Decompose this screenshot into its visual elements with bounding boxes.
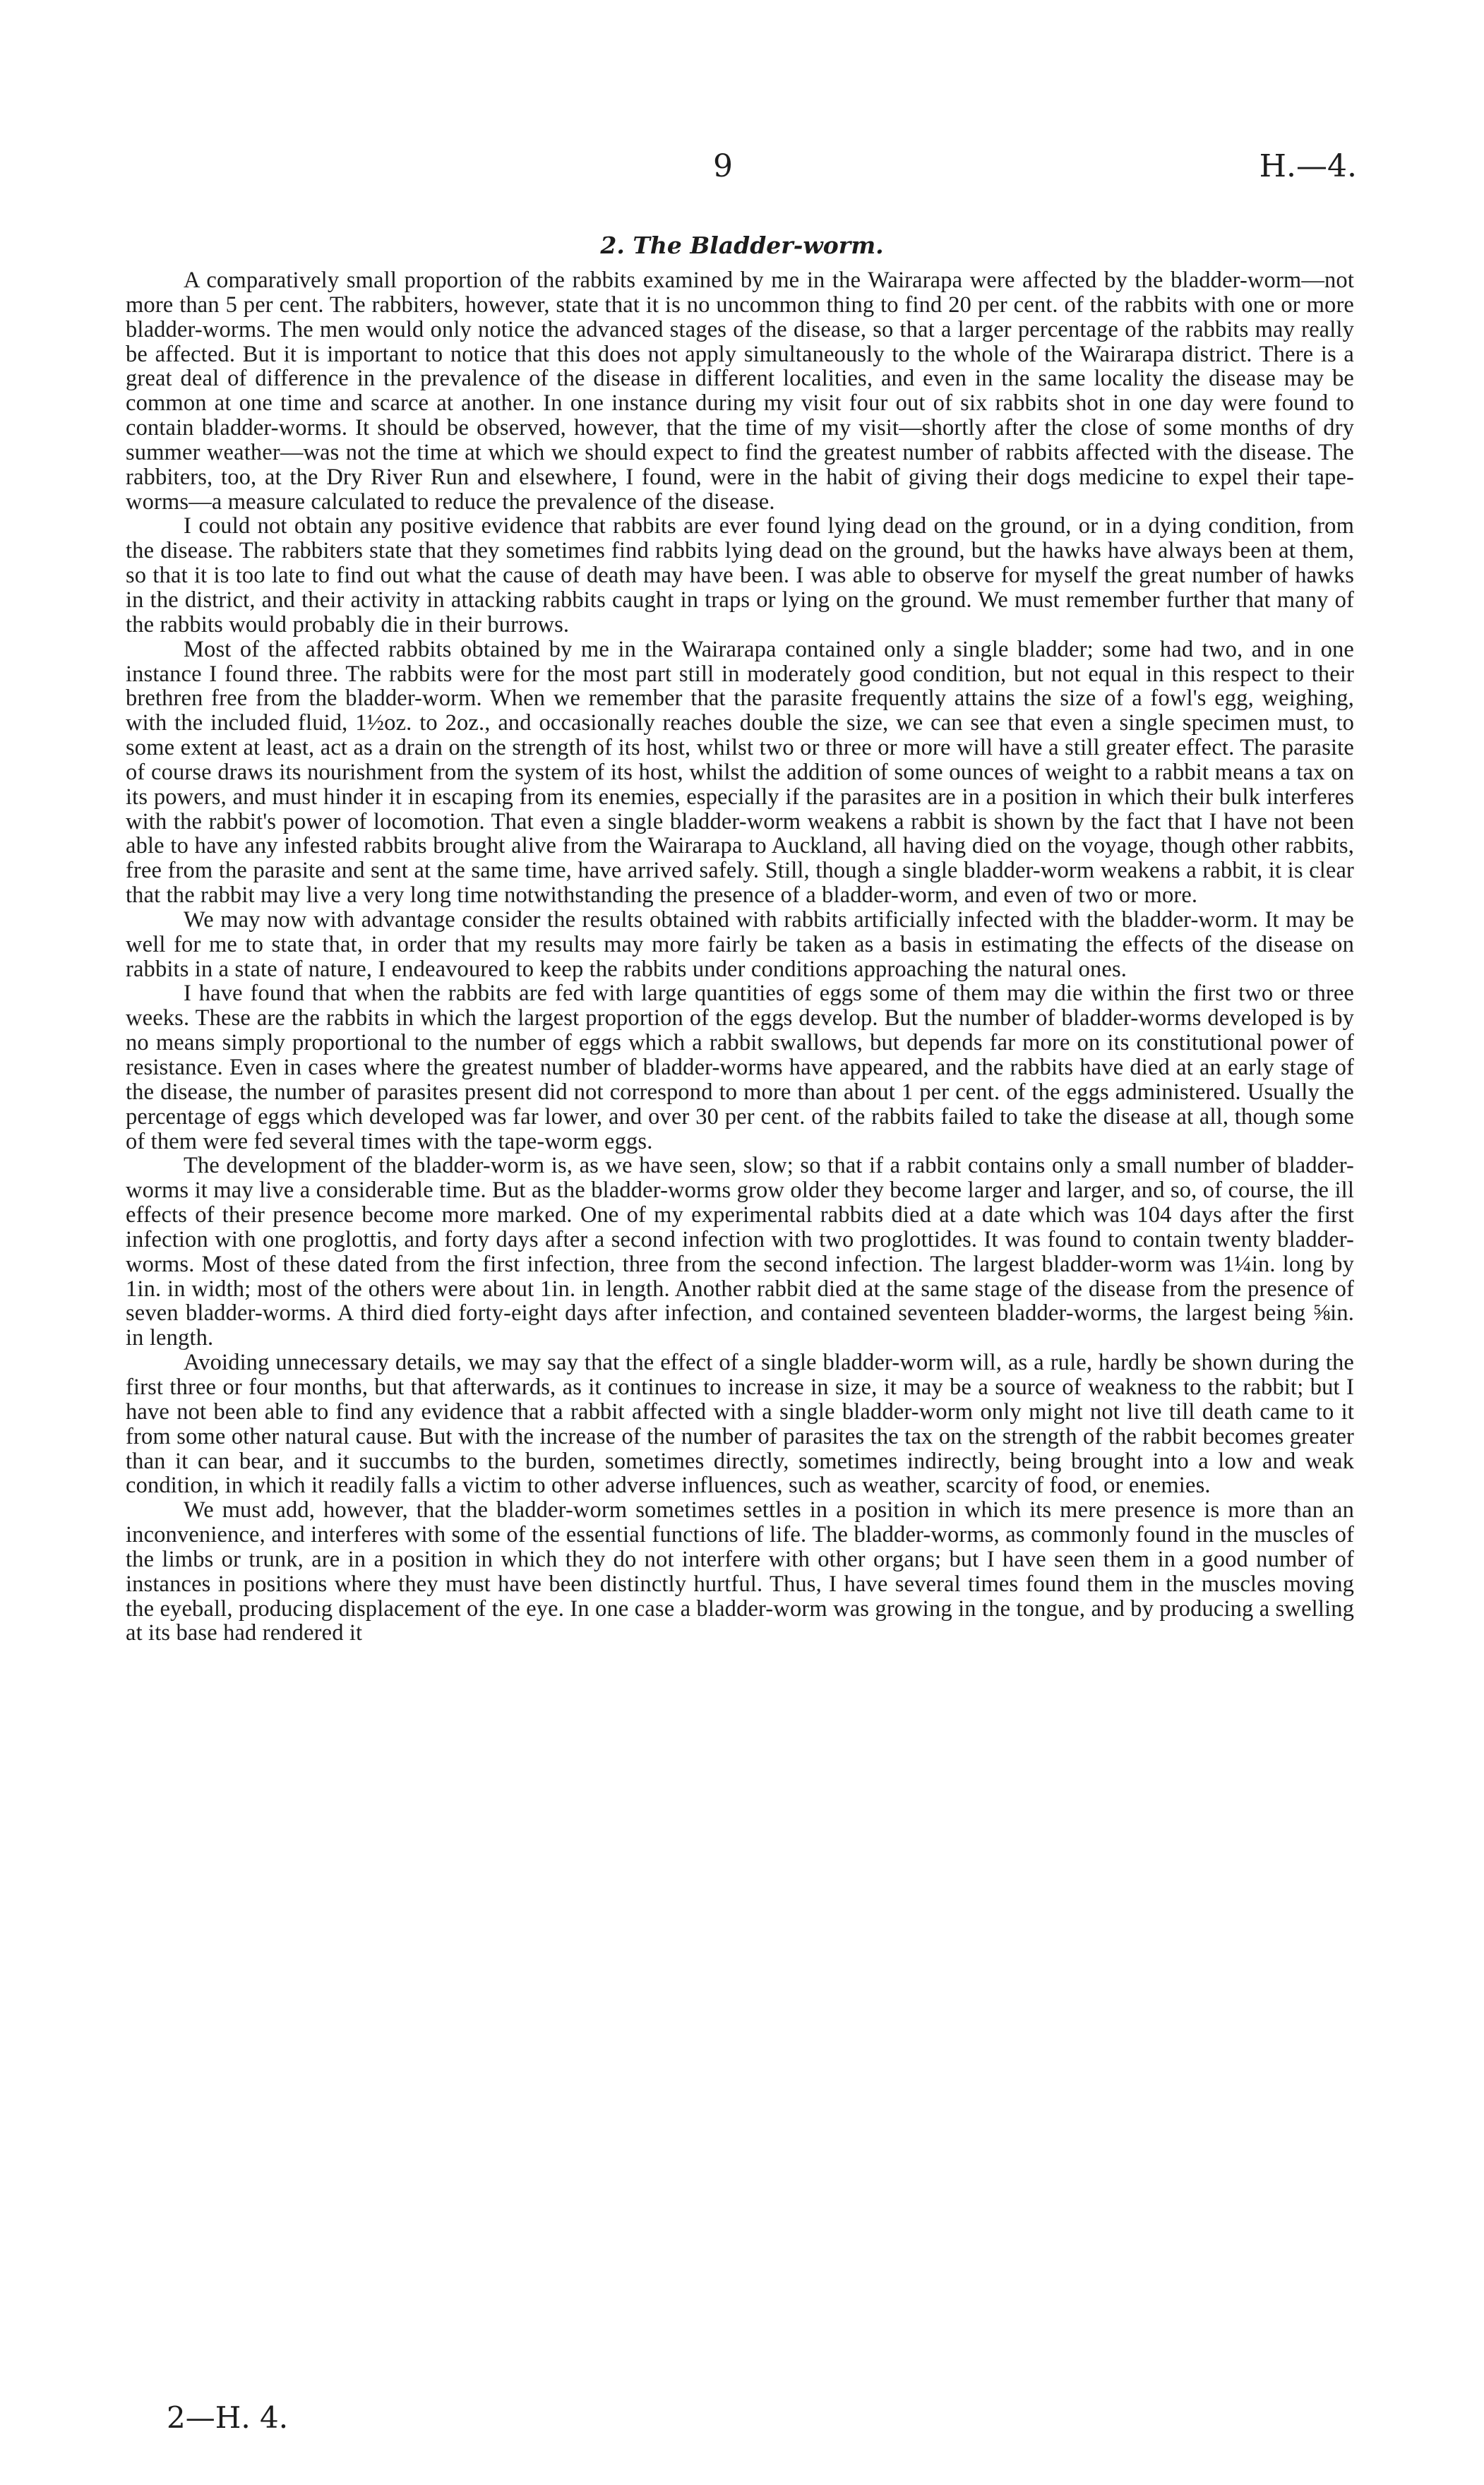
paragraph-1: A comparatively small proportion of the rabbits examined by me in the Wairarapa were affected by the bladder-worm—not more than 5 per cent. The rabbiters, however, state that it is no uncommon thing to find 20 per cent. of the rabbits with one or more bladder-worms. The men would only notice the advanced stages of the disease, so that a larger percentage of the rabbits may really be affected. But it is important to notice that this does not apply simultaneously to the whole of the Wairarapa district. There is a great deal of difference in the prevalence of the disease in different localities, and even in the same locality the disease may be common at one time and scarce at another. In one instance during my visit four out of six rabbits shot in one day were found to contain bladder-worms. It should be observed, however, that the time of my visit—shortly after the close of some months of dry summer weather—was not the time at which we should expect to find the greatest number of rabbits affected with the disease. The rabbiters, too, at the Dry River Run and elsewhere, I found, were in the habit of giving their dogs medicine to expel their tape-worms—a measure calculated to reduce the prevalence of the disease. [126,268,1354,515]
paragraph-2: I could not obtain any positive evidence that rabbits are ever found lying dead on the ground, or in a dying condition, from the disease. The rabbiters state that they sometimes find rabbits lying dead on the ground, but the hawks have always been at them, so that it is too late to find out what the cause of death may have been. I was able to observe for myself the great number of hawks in the district, and their activity in attacking rabbits caught in traps or lying on the ground. We must remember further that many of the rabbits would probably die in their burrows. [126,513,1354,637]
paragraph-5: I have found that when the rabbits are fed with large quantities of eggs some of them may die within the first two or three weeks. These are the rabbits in which the largest proportion of the eggs develop. But the number of bladder-worms developed is by no means simply proportional to the number of eggs which a rabbit swallows, but depends far more on its constitutional power of resistance. Even in cases where the greatest number of bladder-worms have appeared, and the rabbits have died at an early stage of the disease, the number of parasites present did not correspond to more than about 1 per cent. of the eggs administered. Usually the percentage of eggs which developed was far lower, and over 30 per cent. of the rabbits failed to take the disease at all, though some of them were fed several times with the tape-worm eggs. [126,981,1354,1154]
paragraph-4: We may now with advantage consider the results obtained with rabbits artificially infected with the bladder-worm. It may be well for me to state that, in order that my results may more fairly be taken as a basis in estimating the effects of the disease on rabbits in a state of nature, I endeavoured to keep the rabbits under conditions approaching the natural ones. [126,906,1354,982]
paragraph-6: The development of the bladder-worm is, as we have seen, slow; so that if a rabbit contains only a small number of bladder-worms it may live a considerable time. But as the bladder-worms grow older they become larger and larger, and so, of course, the ill effects of their presence become more marked. One of my experimental rabbits died at a date which was 104 days after the first infection with one proglottis, and forty days after a second infection with two proglottides. It was found to contain twenty bladder-worms. Most of these dated from the first infection, three from the second infection. The largest bladder-worm was 1¼in. long by 1in. in width; most of the others were about 1in. in length. Another rabbit died at the same stage of the disease from the presence of seven bladder-worms. A third died forty-eight days after infection, and contained seventeen bladder-worms, the largest being ⅝in. in length. [126,1153,1354,1351]
page-number: 9 [713,148,733,184]
body-text [126,268,1354,1646]
paragraph-3: Most of the affected rabbits obtained by me in the Wairarapa contained only a single bladder; some had two, and in one instance I found three. The rabbits were for the most part still in moderately good condition, but not equal in this respect to their brethren free from the bladder-worm. When we remember that the parasite frequently attains the size of a fowl's egg, weighing, with the included fluid, 1½oz. to 2oz., and occasionally reaches double the size, we can see that even a single specimen must, to some extent at least, act as a drain on the strength of its host, whilst two or three or more will have a still greater effect. The parasite of course draws its nourishment from the system of its host, whilst the addition of some ounces of weight to a rabbit means a tax on its powers, and must hinder it in escaping from its enemies, especially if the parasites are in a position in which their bulk interferes with the rabbit's power of locomotion. That even a single bladder-worm weakens a rabbit is shown by the fact that I have not been able to have any infested rabbits brought alive from the Wairarapa to Auckland, all having died on the voyage, though other rabbits, free from the parasite and sent at the same time, have arrived safely. Still, though a single bladder-worm weakens a rabbit, it is clear that the rabbit may live a very long time notwithstanding the presence of a bladder-worm, and even of two or more. [126,636,1354,909]
section-heading: 2. The Bladder-worm. [600,232,884,259]
document-reference: H.—4. [1259,148,1357,184]
paragraph-8: We must add, however, that the bladder-worm sometimes settles in a position in which its mere presence is more than an inconvenience, and interferes with some of the essential functions of life. The bladder-worms, as commonly found in the muscles of the limbs or trunk, are in a position in which they do not interfere with other organs; but I have seen them in a good number of instances in positions where they must have been distinctly hurtful. Thus, I have several times found them in the muscles moving the eyeball, producing displacement of the eye. In one case a bladder-worm was growing in the tongue, and by producing a swelling at its base had rendered it [126,1497,1354,1646]
sheet-signature: 2—H. 4. [167,2400,289,2435]
paragraph-7: Avoiding unnecessary details, we may say that the effect of a single bladder-worm will, as a rule, hardly be shown during the first three or four months, but that afterwards, as it continues to increase in size, it may be a source of weakness to the rabbit; but I have not been able to find any evidence that a rabbit affected with a single bladder-worm only might not live till death came to it from some other natural cause. But with the increase of the number of parasites the tax on the strength of the rabbit becomes greater than it can bear, and it succumbs to the burden, sometimes directly, sometimes indirectly, being brought into a low and weak condition, in which it readily falls a victim to other adverse influences, such as weather, scarcity of food, or enemies. [126,1350,1354,1499]
